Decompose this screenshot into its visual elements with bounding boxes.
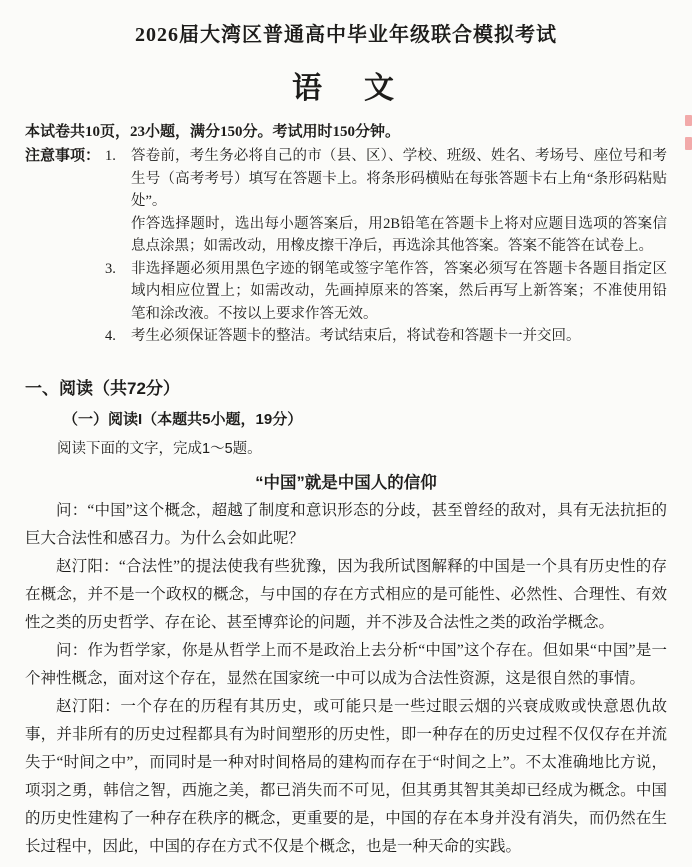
notice-item [105, 213, 667, 258]
notice-item [105, 325, 667, 348]
notice-item-number: 3. [105, 260, 116, 277]
notice-item-number [105, 213, 131, 258]
notice-list [105, 145, 667, 348]
exam-info-line: 本试卷共10页，23小题，满分150分。考试用时150分钟。 [25, 124, 401, 140]
notice-item-text: 答卷前，考生务必将自己的市（县、区）、学校、班级、姓名、考场号、座位号和考生号（高考考号）填写在答题卡上。将条形码横贴在每张答题卡右上角“条形码粘贴处”。 [131, 148, 667, 209]
passage-paragraph: 问：作为哲学家，你是从哲学上而不是政治上去分析“中国”这个存在。但如果“中国”是一个神性概念，面对这个存在，显然在国家统一中可以成为合法性资源，这是很自然的事情。 [25, 641, 667, 687]
passage-paragraph: 赵汀阳：“合法性”的提法使我有些犹豫，因为我所试图解释的中国是一个具有历史性的存在概念，并不是一个政权的概念，与中国的存在方式相应的是可能性、必然性、合理性、有效性之类的历史哲学、存在论、甚至博弈论的问题，并不涉及合法性之类的政治学概念。 [25, 557, 667, 631]
notice-item [105, 258, 667, 326]
scan-artifact-mark [685, 137, 692, 150]
notice-section [25, 145, 667, 348]
reading-instruction: 阅读下面的文字，完成1～5题。 [57, 440, 262, 457]
notice-item [105, 145, 667, 213]
notice-item-text: 作答选择题时，选出每小题答案后，用2B铅笔在答题卡上将对应题目选项的答案信息点涂黑；如需改动，用橡皮擦干净后，再选涂其他答案。答案不能答在试卷上。 [131, 215, 667, 254]
section-subheading-reading-1: （一）阅读I（本题共5小题，19分） [63, 410, 303, 428]
scan-artifact-mark [685, 115, 692, 126]
notice-item-number: 1. [105, 148, 116, 164]
notice-label: 注意事项： [25, 147, 101, 164]
passage-paragraph: 问：“中国”这个概念，超越了制度和意识形态的分歧，甚至曾经的敌对，具有无法抗拒的巨大合法性和感召力。为什么会如此呢？ [25, 501, 667, 547]
notice-item-text: 非选择题必须用黑色字迹的钢笔或签字笔作答，答案必须写在答题卡各题目指定区域内相应位置上；如需改动，先画掉原来的答案，然后再写上新答案；不准使用铅笔和涂改液。不按以上要求作答无效。 [131, 260, 667, 322]
exam-subject: 语 文 [292, 72, 400, 105]
reading-passage [25, 469, 667, 861]
notice-item-text: 考生必须保证答题卡的整洁。考试结束后，将试卷和答题卡一并交回。 [131, 328, 581, 344]
notice-item-number: 4. [105, 328, 116, 344]
exam-title: 2026届大湾区普通高中毕业年级联合模拟考试 [135, 24, 557, 46]
passage-title: “中国”就是中国人的信仰 [255, 473, 437, 492]
section-heading-reading: 一、阅读（共72分） [25, 378, 180, 398]
passage-paragraph: 赵汀阳：一个存在的历程有其历史，或可能只是一些过眼云烟的兴衰成败或快意恩仇故事，并非所有的历史过程都具有为时间塑形的历史性，即一种存在的历史过程不仅仅存在并流失于“时间之中”，而同时是一种对时间格局的建构而存在于“时间之上”。不太准确地比方说，项羽之勇，韩信之智，西施之美，都已消失而不可见，但其勇其智其美却已经成为概念。中国的历史性建构了一种存在秩序的概念，更重要的是，中国的存在本身并没有消失，而仍然在生长过程中，因此，中国的存在方式不仅是个概念，也是一种天命的实践。 [25, 697, 667, 855]
